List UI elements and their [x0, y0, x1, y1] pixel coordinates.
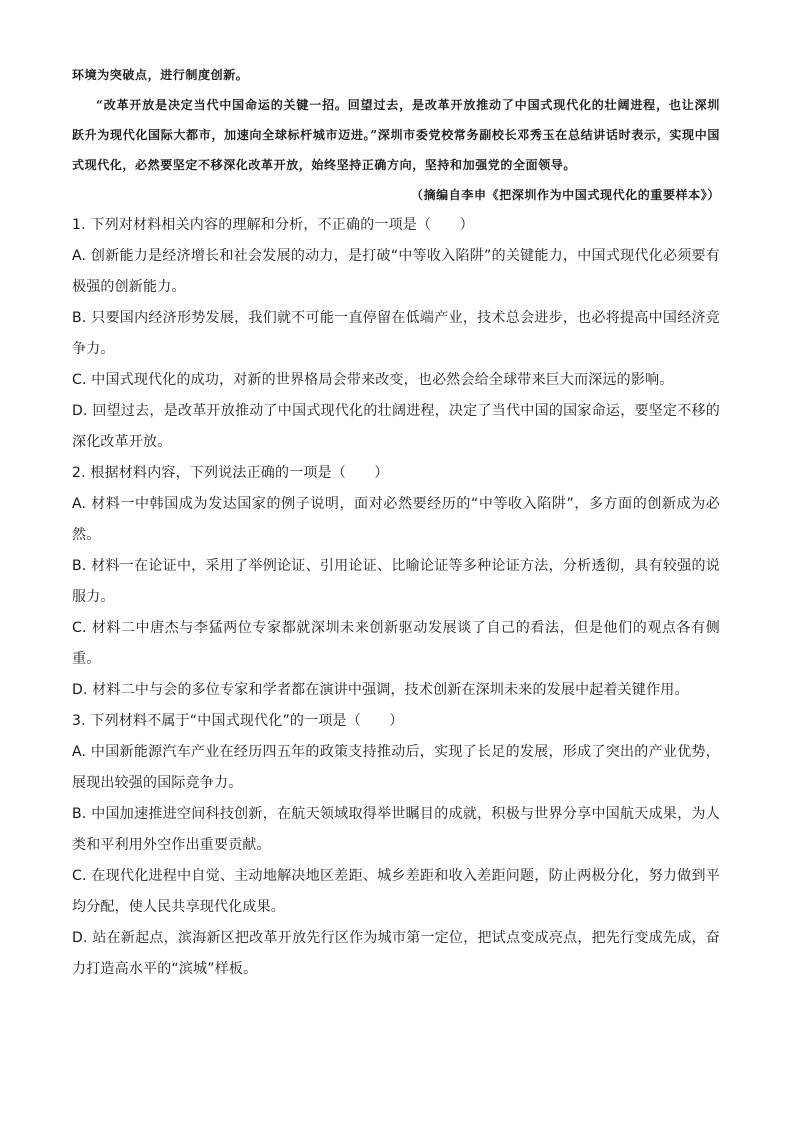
question-option: B. 材料一在论证中，采用了举例论证、引用论证、比喻论证等多种论证方法，分析透彻，具有较强的说服力。 — [72, 558, 720, 605]
question-1 — [72, 210, 720, 458]
question-option: C. 在现代化进程中自觉、主动地解决地区差距、城乡差距和收入差距问题，防止两极分化，努力做到平均分配，使人民共享现代化成果。 — [72, 868, 720, 915]
passage-line: 环境为突破点，进行制度创新。 — [72, 68, 249, 82]
question-option: D. 回望过去，是改革开放推动了中国式现代化的壮阔进程，决定了当代中国的国家命运，要坚定不移的深化改革开放。 — [72, 403, 720, 450]
question-option: D. 材料二中与会的多位专家和学者都在演讲中强调，技术创新在深圳未来的发展中起着关键作用。 — [72, 682, 689, 698]
question-option: A. 材料一中韩国成为发达国家的例子说明，面对必然要经历的“中等收入陷阱”，多方面的创新成为必然。 — [72, 496, 720, 543]
question-option: D. 站在新起点，滨海新区把改革开放先行区作为城市第一定位，把试点变成亮点，把先行变成先成，奋力打造高水平的“滨城”样板。 — [72, 930, 720, 977]
passage-paragraph: “改革开放是决定当代中国命运的关键一招。回望过去，是改革开放推动了中国式现代化的壮阔进程，也让深圳跃升为现代化国际大都市，加速向全球标杆城市迈进。”深圳市委党校常务副校长邓秀玉在总结讲话时表示，实现中国式现代化，必然要坚定不移深化改革开放，始终坚持正确方向，坚持和加强党的全面领导。 — [72, 98, 720, 172]
document-page — [72, 60, 720, 985]
passage-excerpt — [72, 60, 720, 180]
question-option: C. 中国式现代化的成功，对新的世界格局会带来改变，也必然会给全球带来巨大而深远的影响。 — [72, 372, 674, 388]
question-stem: 3. 下列材料不属于“中国式现代化”的一项是（ ） — [72, 713, 404, 729]
question-stem: 2. 根据材料内容，下列说法正确的一项是（ ） — [72, 465, 389, 481]
question-option: A. 创新能力是经济增长和社会发展的动力，是打破“中等收入陷阱”的关键能力，中国式现代化必须要有极强的创新能力。 — [72, 248, 720, 295]
question-option: C. 材料二中唐杰与李猛两位专家都就深圳未来创新驱动发展谈了自己的看法，但是他们的观点各有侧重。 — [72, 620, 720, 667]
question-3 — [72, 706, 720, 985]
question-option: B. 只要国内经济形势发展，我们就不可能一直停留在低端产业，技术总会进步，也必将提高中国经济竞争力。 — [72, 310, 720, 357]
passage-source: （摘编自李申《把深圳作为中国式现代化的重要样本》） — [410, 188, 720, 202]
question-2 — [72, 458, 720, 706]
question-option: A. 中国新能源汽车产业在经历四五年的政策支持推动后，实现了长足的发展，形成了突出的产业优势，展现出较强的国际竞争力。 — [72, 744, 720, 791]
question-stem: 1. 下列对材料相关内容的理解和分析，不正确的一项是（ ） — [72, 217, 474, 233]
question-list — [72, 210, 720, 985]
question-option: B. 中国加速推进空间科技创新，在航天领域取得举世瞩目的成就，积极与世界分享中国航天成果，为人类和平利用外空作出重要贡献。 — [72, 806, 720, 853]
